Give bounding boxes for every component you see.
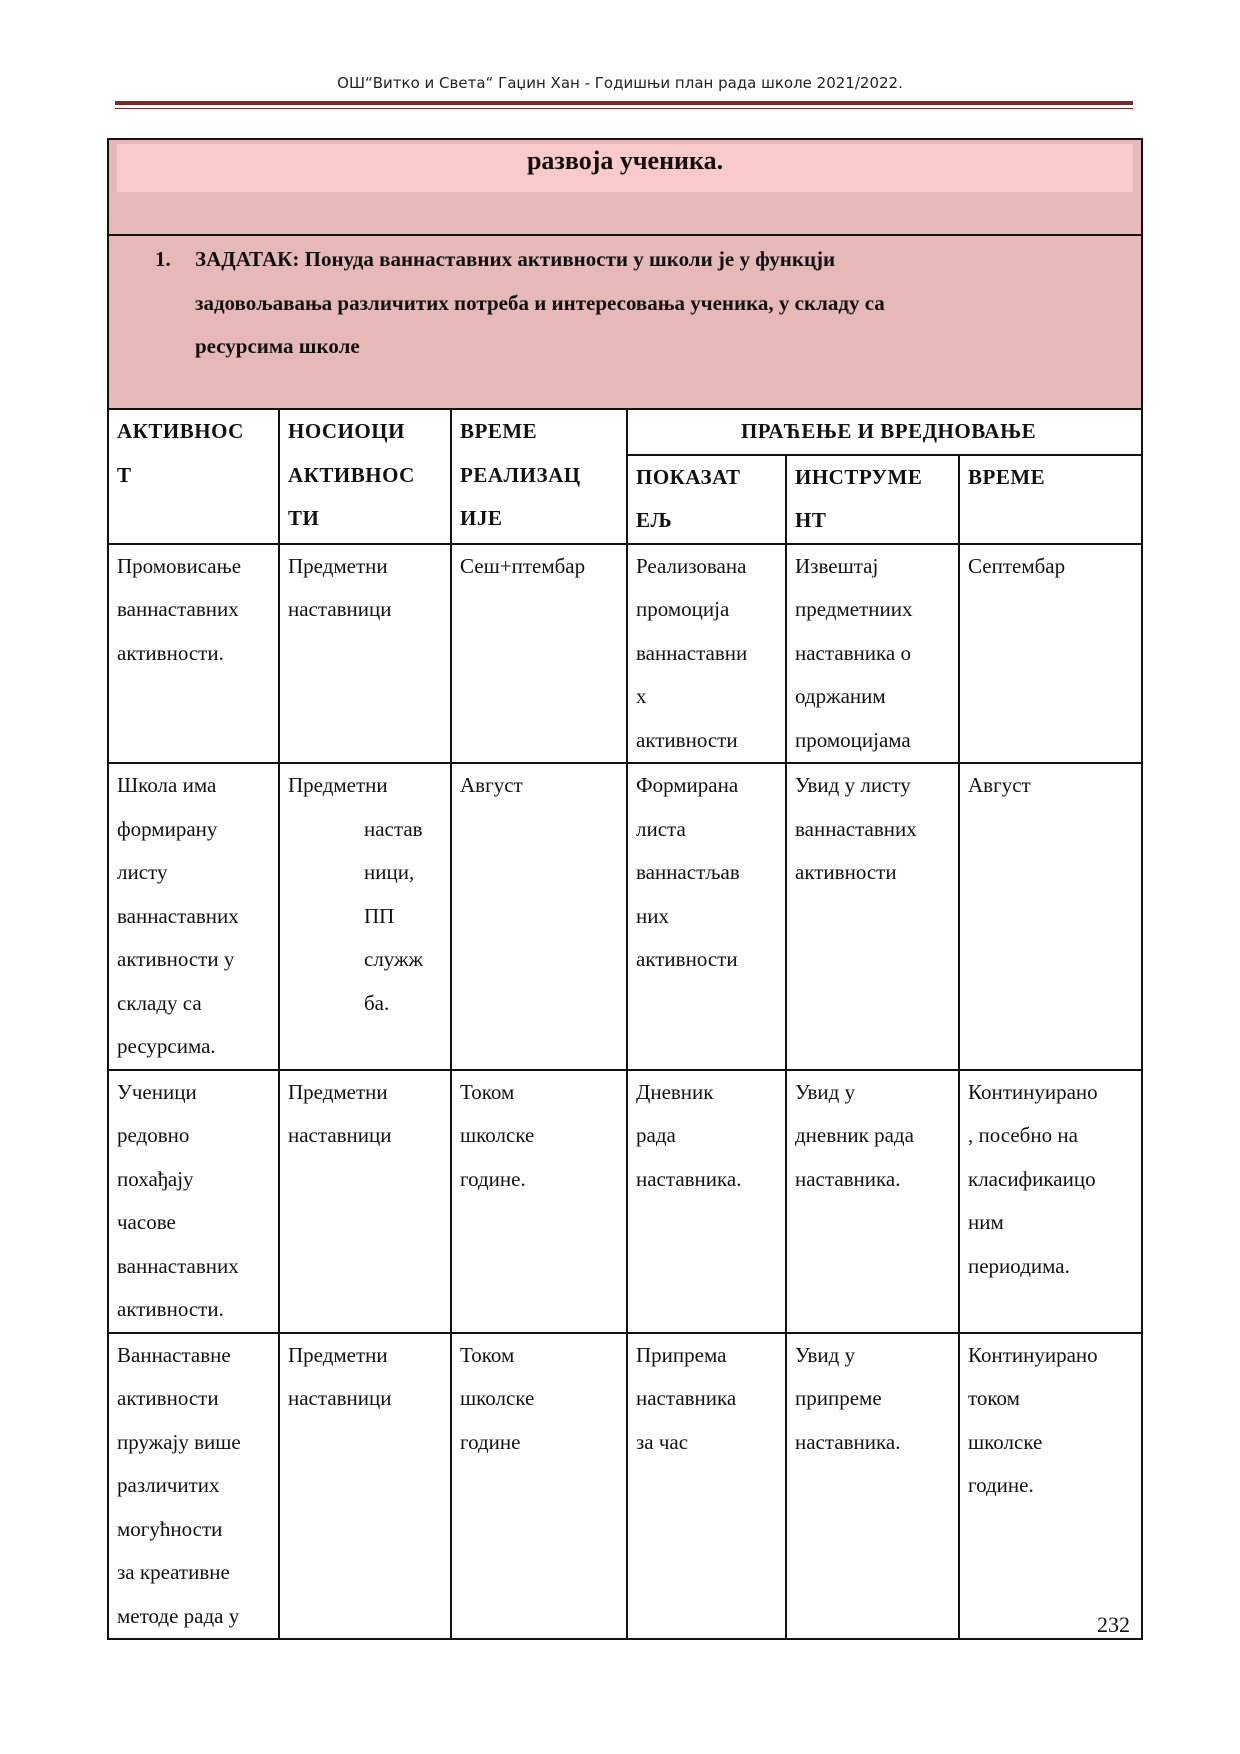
cell-line: Промовисање bbox=[117, 553, 242, 578]
cell-time bbox=[451, 544, 627, 764]
banner-text: развоја ученика. bbox=[117, 144, 1133, 192]
col-header-line: АКТИВНОС bbox=[288, 462, 415, 487]
col-header-line: ВРЕМЕ bbox=[968, 464, 1046, 489]
cell-line: током bbox=[968, 1386, 1020, 1410]
task-line: ресурсима школе bbox=[195, 334, 360, 358]
cell-line: године. bbox=[968, 1473, 1034, 1497]
cell-line: промоција bbox=[636, 597, 730, 621]
page-number: 232 bbox=[1097, 1612, 1130, 1637]
cell-line: формирану bbox=[117, 816, 218, 841]
header-rule-thick bbox=[115, 101, 1133, 105]
cell-holders bbox=[279, 544, 451, 764]
cell-line: листа bbox=[636, 816, 686, 841]
cell-when bbox=[959, 1070, 1142, 1333]
cell-line: ваннаставних bbox=[117, 903, 239, 928]
col-header-holders bbox=[279, 409, 451, 544]
cell-activity bbox=[108, 544, 279, 764]
cell-line: , посебно на bbox=[968, 1123, 1078, 1147]
cell-line: наставника bbox=[636, 1386, 737, 1410]
cell-line: Континуирано bbox=[968, 1079, 1098, 1104]
cell-when bbox=[959, 1333, 1142, 1640]
cell-line: наставника. bbox=[795, 1429, 901, 1454]
cell-line: Ученици bbox=[117, 1079, 197, 1104]
cell-line: Август bbox=[460, 773, 523, 797]
cell-when bbox=[959, 544, 1142, 764]
cell-indicator bbox=[627, 763, 786, 1070]
cell-line: Дневник bbox=[636, 1079, 714, 1104]
cell-line: них bbox=[636, 903, 669, 928]
task-cell bbox=[108, 235, 1142, 409]
cell-time bbox=[451, 763, 627, 1070]
cell-line: одржаним bbox=[795, 684, 886, 708]
cell-line-indented: настав bbox=[364, 816, 423, 841]
cell-line-indented: ници, bbox=[364, 860, 415, 884]
cell-line-indented: ПП bbox=[364, 903, 395, 928]
cell-line: класификаицо bbox=[968, 1166, 1096, 1191]
cell-indicator bbox=[627, 544, 786, 764]
task-line: задовољавања различитих потреба и интересовања ученика, у складу са bbox=[195, 290, 885, 315]
cell-line: различитих bbox=[117, 1473, 220, 1497]
cell-line: припреме bbox=[795, 1386, 882, 1410]
cell-indicator bbox=[627, 1070, 786, 1333]
cell-line: активности bbox=[636, 727, 738, 752]
cell-line: Припрема bbox=[636, 1342, 727, 1367]
cell-line: часове bbox=[117, 1210, 176, 1234]
cell-line: Школа има bbox=[117, 773, 217, 797]
cell-line: Предметни bbox=[288, 1342, 388, 1367]
task-number: 1. bbox=[155, 247, 171, 271]
col-header-line: ИНСТРУМЕ bbox=[795, 464, 923, 489]
col-header-line: Т bbox=[117, 462, 132, 487]
cell-line: Септембар bbox=[968, 553, 1066, 578]
cell-line: активности bbox=[795, 860, 897, 884]
col-header-when bbox=[959, 455, 1142, 544]
cell-line: ваннастљав bbox=[636, 860, 740, 884]
cell-line: листу bbox=[117, 860, 168, 884]
cell-line: Реализована bbox=[636, 553, 747, 578]
cell-instrument bbox=[786, 1070, 959, 1333]
cell-indicator bbox=[627, 1333, 786, 1640]
table-row bbox=[108, 1070, 1142, 1333]
cell-line: школске bbox=[460, 1123, 535, 1147]
cell-line: наставника о bbox=[795, 640, 911, 665]
cell-line: активности bbox=[117, 1386, 219, 1410]
cell-line: х bbox=[636, 684, 647, 708]
table-row bbox=[108, 1333, 1142, 1640]
cell-line: активности bbox=[636, 947, 738, 971]
col-header-monitoring: ПРАЋЕЊЕ И ВРЕДНОВАЊЕ bbox=[627, 409, 1142, 455]
col-header-line: АКТИВНОС bbox=[117, 419, 244, 443]
header-row-1 bbox=[108, 409, 1142, 455]
cell-line: ваннаставних bbox=[117, 597, 239, 621]
cell-activity bbox=[108, 763, 279, 1070]
cell-line: ваннаставни bbox=[636, 640, 748, 665]
cell-line: наставника. bbox=[636, 1166, 742, 1191]
cell-line: Предметни bbox=[288, 1079, 388, 1104]
cell-line: активности. bbox=[117, 1297, 224, 1321]
cell-line: Континуирано bbox=[968, 1342, 1098, 1367]
col-header-line: ЕЉ bbox=[636, 508, 673, 532]
cell-line: могућности bbox=[117, 1516, 223, 1541]
cell-activity bbox=[108, 1333, 279, 1640]
cell-line: ваннаставних bbox=[795, 816, 917, 841]
banner-cell bbox=[108, 139, 1142, 235]
cell-instrument bbox=[786, 544, 959, 764]
cell-holders bbox=[279, 1333, 451, 1640]
col-header-line: ТИ bbox=[288, 506, 320, 530]
cell-line: рада bbox=[636, 1123, 676, 1147]
col-header-line: ВРЕМЕ bbox=[460, 419, 538, 443]
cell-line: наставника. bbox=[795, 1166, 901, 1191]
cell-line: Увид у листу bbox=[795, 773, 911, 797]
cell-line: године bbox=[460, 1429, 521, 1454]
header-rule-thin bbox=[115, 108, 1133, 109]
col-header-line: НОСИОЦИ bbox=[288, 419, 405, 443]
col-header-indicator bbox=[627, 455, 786, 544]
cell-time bbox=[451, 1333, 627, 1640]
cell-line: методе рада у bbox=[117, 1603, 240, 1628]
cell-line: Предметни bbox=[288, 553, 388, 578]
cell-line: складу са bbox=[117, 990, 202, 1015]
col-header-time bbox=[451, 409, 627, 544]
cell-line: Током bbox=[460, 1342, 515, 1367]
cell-holders bbox=[279, 763, 451, 1070]
col-header-activity bbox=[108, 409, 279, 544]
cell-line: Сеш+птембар bbox=[460, 553, 586, 578]
cell-line-indented: ба. bbox=[364, 990, 390, 1015]
task-line: ЗАДАТАК: Понуда ваннаставних активности у школи је у функцји bbox=[195, 247, 836, 271]
col-header-instrument bbox=[786, 455, 959, 544]
cell-line: промоцијама bbox=[795, 727, 911, 752]
cell-line: школске bbox=[460, 1386, 535, 1410]
cell-line: Извештај bbox=[795, 553, 879, 578]
cell-line: пружају више bbox=[117, 1429, 241, 1454]
cell-line: дневник рада bbox=[795, 1123, 914, 1147]
plan-table bbox=[107, 138, 1143, 1640]
cell-line: наставници bbox=[288, 1386, 392, 1410]
cell-line: Август bbox=[968, 773, 1031, 797]
cell-activity bbox=[108, 1070, 279, 1333]
cell-when bbox=[959, 763, 1142, 1070]
cell-line: редовно bbox=[117, 1123, 190, 1147]
cell-line: Формирана bbox=[636, 773, 739, 797]
cell-line-indented: служж bbox=[364, 947, 424, 971]
cell-holders bbox=[279, 1070, 451, 1333]
cell-line: похађају bbox=[117, 1166, 194, 1191]
col-header-line: ИЈЕ bbox=[460, 506, 503, 530]
cell-line: за час bbox=[636, 1429, 689, 1454]
cell-line: наставници bbox=[288, 1123, 392, 1147]
cell-time bbox=[451, 1070, 627, 1333]
running-header: ОШ“Витко и Света“ Гаџин Хан - Годишњи план рада школе 2021/2022. bbox=[337, 74, 903, 92]
cell-line: наставници bbox=[288, 597, 392, 621]
table-row bbox=[108, 763, 1142, 1070]
banner-row bbox=[108, 139, 1142, 235]
cell-line: ресурсима. bbox=[117, 1034, 216, 1058]
cell-line: школске bbox=[968, 1429, 1043, 1454]
cell-line: Предметни bbox=[288, 773, 388, 797]
cell-line: предметниих bbox=[795, 597, 913, 621]
cell-line: активности. bbox=[117, 640, 224, 665]
col-header-line: РЕАЛИЗАЦ bbox=[460, 462, 581, 487]
task-row bbox=[108, 235, 1142, 409]
cell-line: ним bbox=[968, 1210, 1004, 1234]
cell-instrument bbox=[786, 763, 959, 1070]
cell-instrument bbox=[786, 1333, 959, 1640]
cell-line: Увид у bbox=[795, 1079, 856, 1104]
cell-line: године. bbox=[460, 1166, 526, 1191]
cell-line: Увид у bbox=[795, 1342, 856, 1367]
cell-line: ваннаставних bbox=[117, 1253, 239, 1278]
cell-line: активности у bbox=[117, 947, 235, 971]
cell-line: периодима. bbox=[968, 1253, 1070, 1278]
cell-line: за креативне bbox=[117, 1560, 230, 1584]
table-row bbox=[108, 544, 1142, 764]
cell-line: Ваннаставне bbox=[117, 1342, 231, 1367]
cell-line: Током bbox=[460, 1079, 515, 1104]
col-header-line: НТ bbox=[795, 508, 827, 532]
col-header-line: ПОКАЗАТ bbox=[636, 464, 741, 489]
